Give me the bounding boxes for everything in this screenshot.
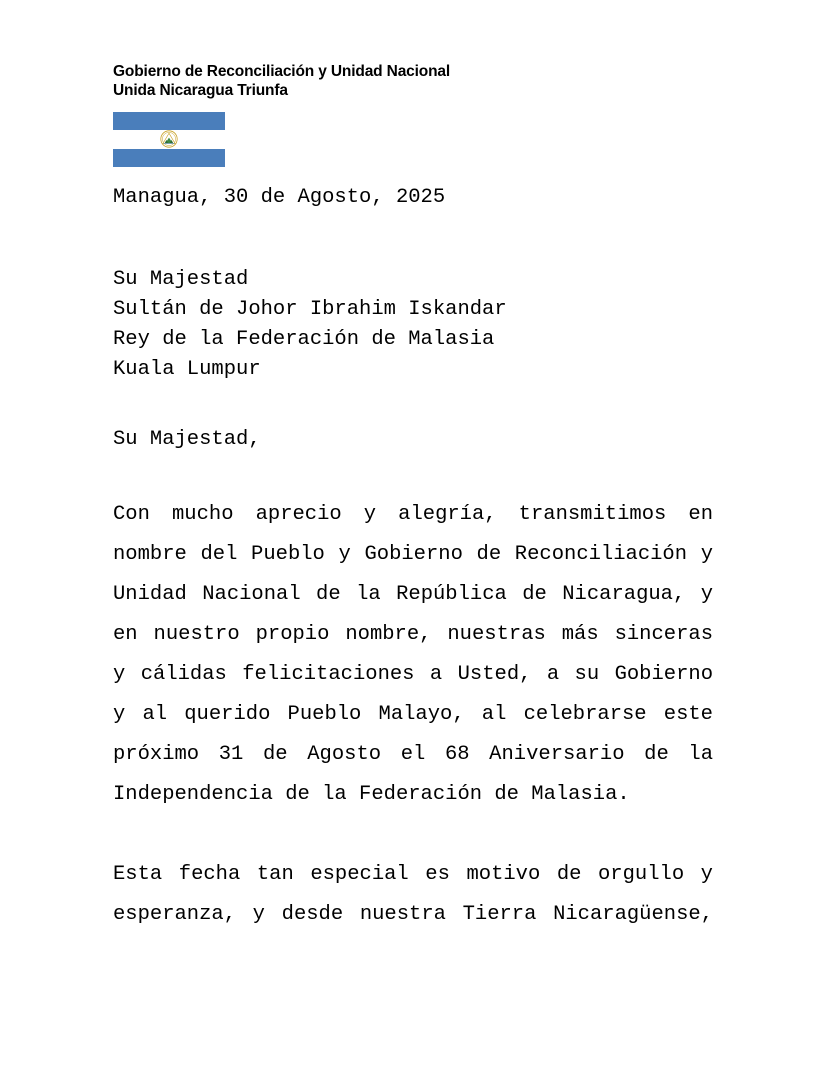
body-paragraph-1: Con mucho aprecio y alegría, transmitimos en nombre del Pueblo y Gobierno de Reconciliación y Unidad Nacional de la República de Nicaragua, y en nuestro propio nombre, nuestras más sinceras y cálidas felicitaciones a Usted, a su Gobierno y al querido Pueblo Malayo, al celebrarse este próximo 31 de Agosto el 68 Aniversario de la Independencia de la Federación de Malasia. bbox=[113, 503, 713, 806]
letter-body bbox=[113, 495, 713, 975]
flag-band-bottom bbox=[113, 149, 225, 167]
flag-band-middle bbox=[113, 130, 225, 148]
address-line-4: Kuala Lumpur bbox=[113, 358, 261, 381]
flag-band-top bbox=[113, 112, 225, 130]
body-paragraph-2: Esta fecha tan especial es motivo de orgullo y esperanza, y desde nuestra Tierra Nicaragüense, bbox=[113, 863, 713, 926]
salutation: Su Majestad, bbox=[113, 428, 261, 451]
letterhead-line-1: Gobierno de Reconciliación y Unidad Nacional bbox=[113, 63, 451, 80]
nicaragua-flag-icon bbox=[113, 112, 225, 167]
address-line-2: Sultán de Johor Ibrahim Iskandar bbox=[113, 298, 507, 321]
address-line-3: Rey de la Federación de Malasia bbox=[113, 328, 495, 351]
address-block bbox=[113, 265, 713, 385]
letterhead bbox=[113, 62, 733, 100]
address-line-1: Su Majestad bbox=[113, 268, 249, 291]
date-line: Managua, 30 de Agosto, 2025 bbox=[113, 186, 446, 209]
letterhead-line-2: Unida Nicaragua Triunfa bbox=[113, 82, 288, 99]
coat-of-arms-icon bbox=[159, 130, 179, 148]
